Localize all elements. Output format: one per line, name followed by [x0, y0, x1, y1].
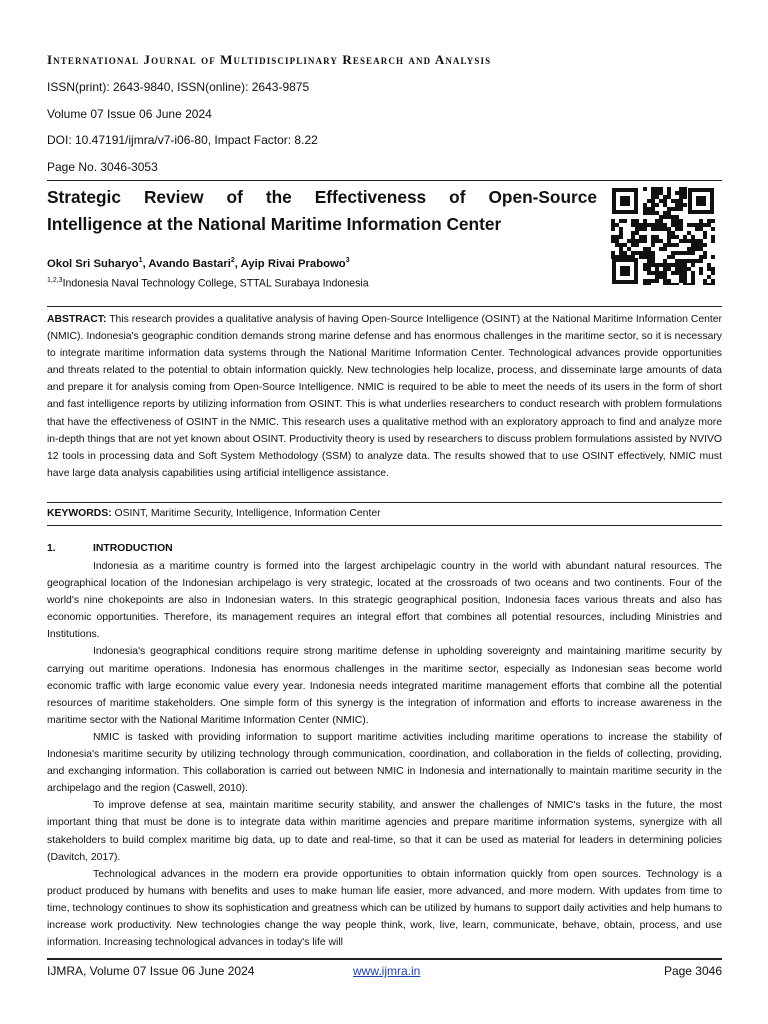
author-superscript: 1: [138, 257, 143, 264]
section-number: 1.: [47, 543, 56, 554]
body-paragraph: To improve defense at sea, maintain maritime security stability, and answer the challenges of NMIC's tasks in the future, the most important thing that must be done is to integrate data within maritime agencies and prepare maritime information systems, synergize with all stakeholders to build complex maritime big data, up to date and real-time, so that it can be used as material for leaders in determining policies (Davitch, 2017).: [47, 800, 722, 863]
affiliation: [47, 277, 369, 290]
volume-line: Volume 07 Issue 06 June 2024: [47, 107, 212, 121]
header-rule: [47, 180, 722, 181]
keywords-text: OSINT, Maritime Security, Intelligence, Information Center: [114, 508, 381, 519]
body-paragraph: Indonesia's geographical conditions require strong maritime defense in upholding sovereignty and maintaining maritime security by carrying out maritime operations. Indonesia has enormous challenges in the maritime sector, especially as Indonesian seas become world economic traffic with large economic value every year. Indonesia needs integrated maritime management efforts that combine all the potential resources of maritime stakeholders. One simple form of this synergy is the integration of information and efforts to increase awareness in the maritime sector with the National Maritime Information Center (NMIC).: [47, 646, 722, 726]
footer-journal-info: IJMRA, Volume 07 Issue 06 June 2024: [47, 964, 255, 978]
introduction-body: [47, 558, 722, 951]
page-numbers-line: Page No. 3046-3053: [47, 160, 158, 174]
title-line-1: Strategic Review of the Effectiveness of Open-Source: [47, 187, 597, 207]
body-paragraph: Indonesia as a maritime country is formed into the largest archipelagic country in the world with abundant natural resources. The geographical location of the Indonesian archipelago is very strategic, located at the crossroads of two oceans and two continents. Four of the world's nine chokepoints are also in Indonesian waters. In this strategic geographical position, Indonesia faces various threats and also has economic opportunities. Therefore, its management requires an integral effort that combines all potential resources, including Ministries and Institutions.: [47, 561, 722, 641]
footer-website-link[interactable]: www.ijmra.in: [353, 964, 421, 978]
author-list: Okol Sri Suharyo$^1$, Avando Bastari$^2$, Ayip Rivai Prabowo$^3$: [47, 257, 350, 270]
author-name: Ayip Rivai Prabowo: [240, 257, 346, 270]
footer-page-number: Page 3046: [663, 964, 722, 978]
author-name: Avando Bastari: [148, 257, 231, 270]
section-title: INTRODUCTION: [93, 543, 173, 554]
qr-code-icon: [611, 187, 715, 285]
abstract-text: This research provides a qualitative analysis of having Open-Source Intelligence (OSINT) at the National Maritime Information Center (NMIC). Indonesia's geographic condition demands strong marine defense and has enormous challenges in the maritime sector, so it is necessary to integrate maritime information data systems through the National Maritime Information Center. Technological advances provide opportunities and threats related to the potential to obtain information quickly. New technologies help localize, process, and disseminate large amounts of data and prepare it for analysis coming from Open-Source Intelligence. NMIC is required to be able to meet the needs of its users in the form of short and fast intelligence reports by utilizing information from OSINT. This is what underlies researchers to conduct research with problem formulations that have the effectiveness of OSINT in the NMIC. This research uses a qualitative method with an exploratory approach to find and analyze more in-depth things that are not yet known about OSINT. Productivity theory is used by researchers to discuss problem formulations assisted by NVIVO 12 tools in processing data and Soft System Methodology (SSM) to analyze data. The results showed that to use OSINT effectively, NMIC must have large data analysis capabilities using artificial intelligence assistance.: [47, 314, 723, 479]
keywords-top-rule: [47, 502, 722, 503]
author-superscript: 2: [230, 257, 235, 264]
abstract-top-rule: [47, 306, 722, 307]
body-paragraph: NMIC is tasked with providing information to support maritime activities including maritime operations to increase the stability of Indonesia's maritime security by utilizing technology through communication, coordination, and collaboration in the fields of collecting, providing, and exchanging information. This collaboration is carried out between NMIC in Indonesia and internationally to maintain maritime security in the archipelago and the region (Caswell, 2010).: [47, 731, 722, 795]
article-title: [47, 184, 597, 238]
keywords: [47, 508, 381, 519]
body-paragraph: Technological advances in the modern era provide opportunities to obtain information quickly from open sources. Technology is a product produced by humans with benefits and uses to make human life easier, more advanced, and more modern. With updates from time to time, technology continues to show its sophistication and greatness which can be utilized by humans to support daily activities and help humans to increase work productivity. New technologies change the way people think, work, live, learn, communicate, behave, obtain, process, and use information. Increasing technological advances in today's life will: [47, 868, 722, 949]
abstract: [47, 311, 722, 482]
issn-line: ISSN(print): 2643-9840, ISSN(online): 2643-9875: [47, 80, 310, 94]
keywords-label: KEYWORDS:: [47, 508, 112, 519]
title-line-2: Intelligence at the National Maritime Information Center: [47, 214, 502, 234]
doi-line: DOI: 10.47191/ijmra/v7-i06-80, Impact Factor: 8.22: [47, 133, 318, 147]
keywords-bottom-rule: [47, 525, 722, 526]
author-superscript: 3: [345, 257, 350, 264]
footer-rule: [47, 958, 722, 960]
journal-name: International Journal of Multidisciplinary Research and Analysis: [47, 52, 492, 67]
affiliation-superscript: 1,2,3: [47, 277, 63, 284]
section-heading: [47, 543, 173, 554]
author-name: Okol Sri Suharyo: [47, 257, 139, 270]
abstract-label: ABSTRACT:: [47, 314, 107, 325]
affiliation-text: Indonesia Naval Technology College, STTAL Surabaya Indonesia: [62, 277, 369, 290]
